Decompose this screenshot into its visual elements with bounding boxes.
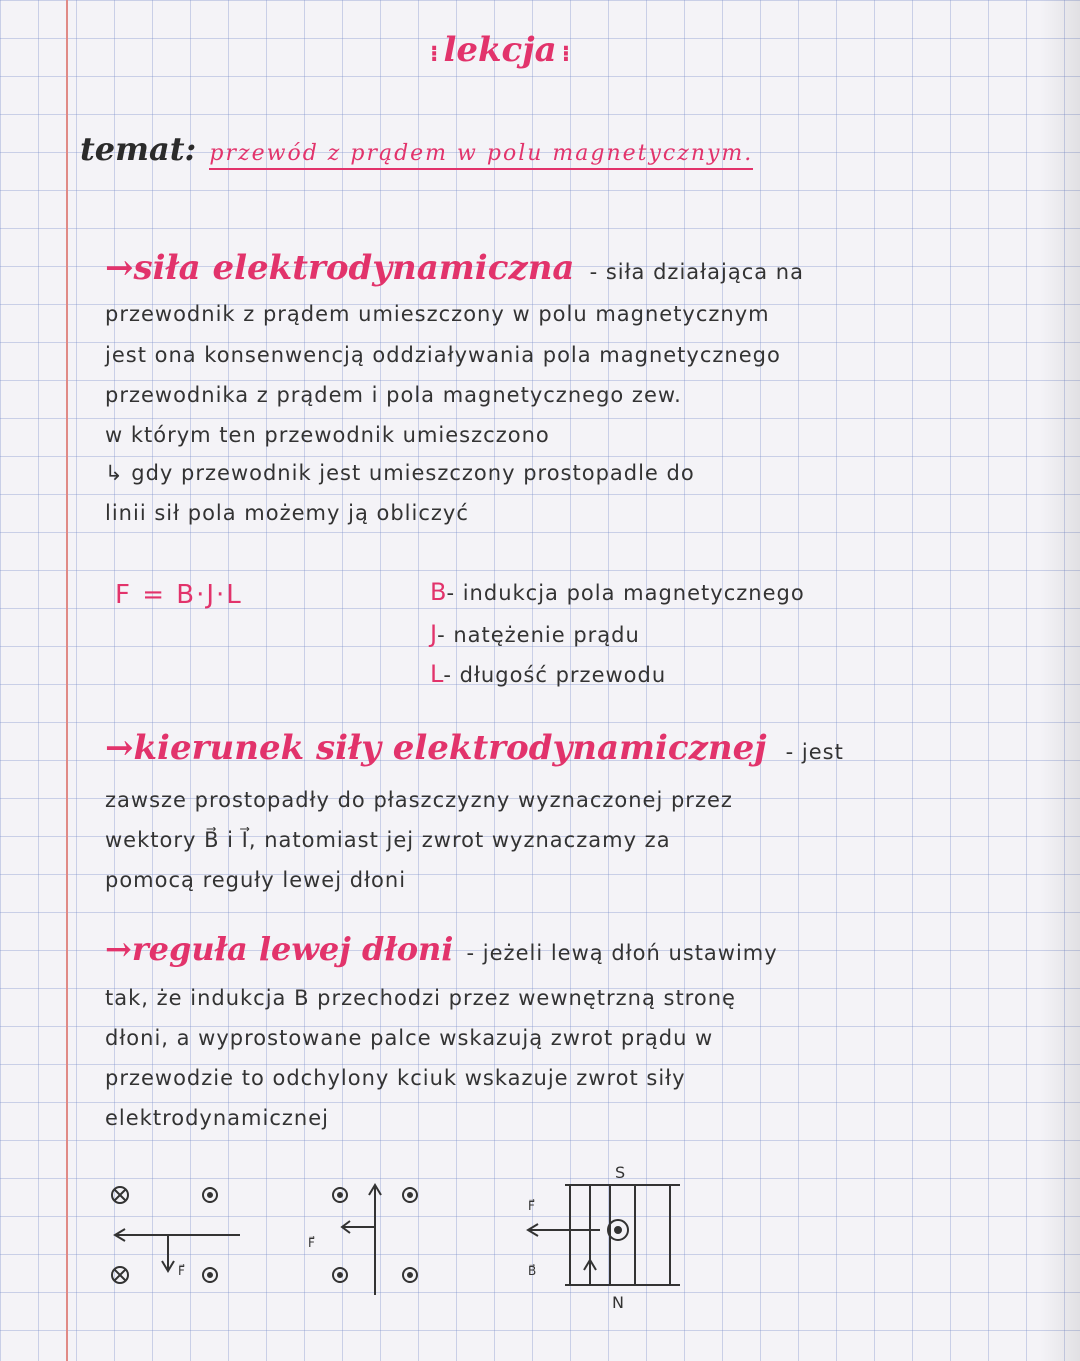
figure-3 <box>510 1160 710 1320</box>
section3-line-2: dłoni, a wyprostowane palce wskazują zwrot prądu w <box>105 1026 714 1050</box>
section3-line-1: tak, że indukcja B przechodzi przez wewnętrzną stronę <box>105 986 736 1010</box>
section3-heading: →reguła lewej dłoni <box>105 930 454 968</box>
title-decoration-left: ⁝ <box>430 42 439 67</box>
lesson-title: lekcja <box>443 30 557 70</box>
section3-line-0: - jeżeli lewą dłoń ustawimy <box>466 941 778 965</box>
fig3-force-label: F⃗ <box>528 1199 535 1213</box>
fig3-bottom-label: N <box>612 1293 624 1312</box>
section1-line-5: ↳ gdy przewodnik jest umieszczony prostopadle do <box>105 461 695 485</box>
legend-symbol-b: B <box>430 578 447 606</box>
topic-label: temat: <box>80 130 197 168</box>
legend-row-2 <box>430 660 666 688</box>
section3-line-3: przewodzie to odchylony kciuk wskazuje zwrot siły <box>105 1066 686 1090</box>
section1-line-0: - siła działająca na <box>589 260 804 284</box>
section2-line-0: - jest <box>785 740 844 764</box>
section1-line-6: linii sił pola możemy ją obliczyć <box>105 501 469 525</box>
lesson-title-group <box>430 30 570 70</box>
topic-line <box>80 130 753 168</box>
fig3-b-label: B⃗ <box>528 1264 537 1278</box>
formula: F = B·J·L <box>115 580 243 610</box>
title-decoration-right: ⁝ <box>561 42 571 67</box>
figure-2 <box>300 1175 450 1305</box>
fig3-top-label: S <box>615 1163 626 1182</box>
legend-text-b: - indukcja pola magnetycznego <box>446 581 805 605</box>
section2-line-2: wektory B⃗ i I⃗, natomiast jej zwrot wyznaczamy za <box>105 828 671 852</box>
section2-line-1: zawsze prostopadły do płaszczyzny wyznaczonej przez <box>105 788 733 812</box>
section3-heading-row <box>105 930 778 968</box>
fig2-force-label: F⃗ <box>308 1236 315 1250</box>
section1-line-3: przewodnika z prądem i pola magnetycznego zew. <box>105 383 682 407</box>
page-edge-shadow <box>1040 0 1080 1361</box>
legend-symbol-j: J <box>430 620 438 648</box>
legend-text-l: - długość przewodu <box>443 663 667 687</box>
section2-heading-row <box>105 728 844 768</box>
legend-row-0 <box>430 578 805 606</box>
section1-heading: →siła elektrodynamiczna <box>105 248 575 288</box>
legend-text-j: - natężenie prądu <box>437 623 640 647</box>
topic-text: przewód z prądem w polu magnetycznym. <box>209 141 753 170</box>
section3-line-4: elektrodynamicznej <box>105 1106 329 1130</box>
notebook-margin-line <box>66 0 68 1361</box>
section1-line-1: przewodnik z prądem umieszczony w polu magnetycznym <box>105 302 770 326</box>
legend-row-1 <box>430 620 640 648</box>
figure-2-svg <box>300 1175 450 1305</box>
section1-heading-row <box>105 248 804 288</box>
fig1-force-label: F⃗ <box>178 1264 185 1278</box>
section2-line-3: pomocą reguły lewej dłoni <box>105 868 407 892</box>
section1-line-4: w którym ten przewodnik umieszczono <box>105 423 550 447</box>
figure-1-svg <box>100 1175 250 1305</box>
section2-heading: →kierunek siły elektrodynamicznej <box>105 728 767 768</box>
figure-3-svg <box>510 1160 710 1320</box>
figure-1 <box>100 1175 250 1305</box>
section1-line-2: jest ona konsenwencją oddziaływania pola magnetycznego <box>105 343 781 367</box>
legend-symbol-l: L <box>430 660 444 688</box>
